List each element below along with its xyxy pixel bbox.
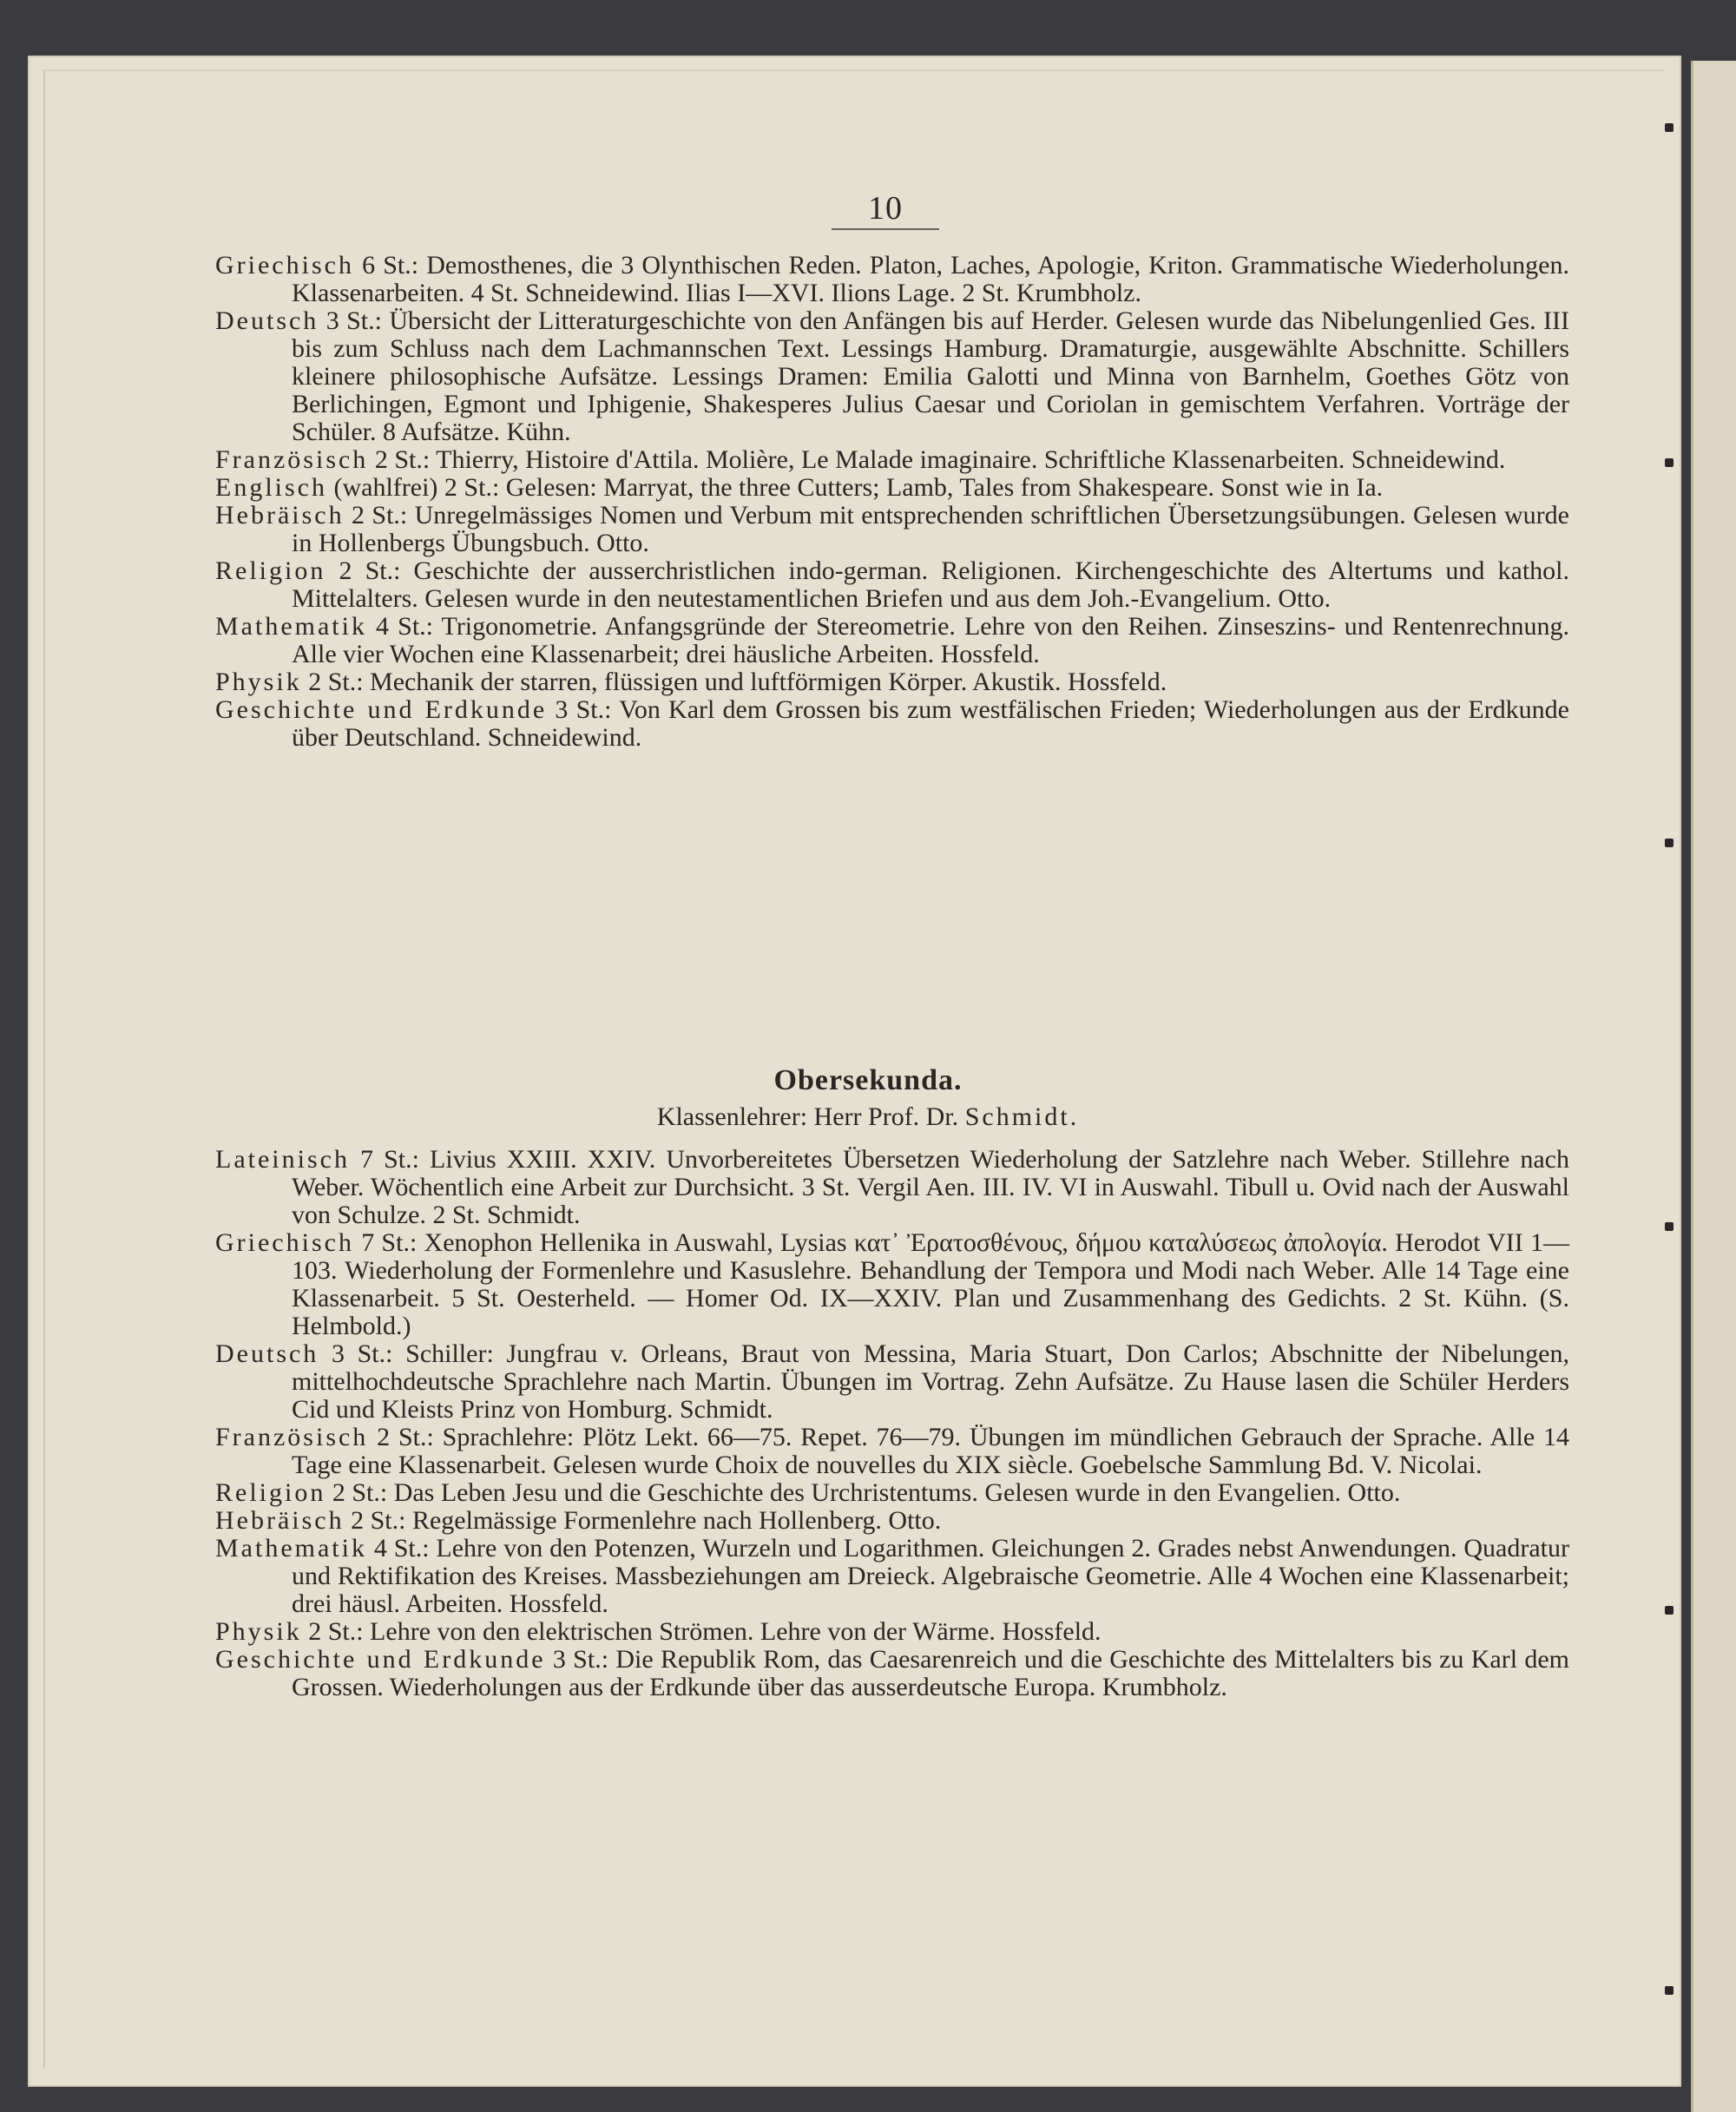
subject-label: Deutsch [215, 1339, 319, 1368]
entry-geschichte-erdkunde [215, 1646, 1569, 1701]
entry-text: 2 St.: Thierry, Histoire d'Attila. Molière, Le Malade imaginaire. Schriftliche Klassenarbeiten. Schneidewind. [368, 445, 1506, 474]
page-number-rule [832, 228, 939, 230]
subject-label: Englisch [215, 473, 327, 502]
entry-deutsch [215, 1340, 1569, 1424]
binding-mark [1665, 1222, 1674, 1231]
entry-hebraeisch [215, 1507, 1569, 1535]
teacher-name: Schmidt. [964, 1102, 1080, 1131]
teacher-prefix: Klassenlehrer: Herr Prof. Dr. [656, 1102, 965, 1131]
entry-text: 3 St.: Übersicht der Litteraturgeschichte von den Anfängen bis auf Herder. Gelesen wurde das Nibelungenlied Ges. III bis zum Schluss nach dem Lachmannschen Text. Lessings Hamburg. Dramaturgie, ausgewählte Abschnitte. Schillers kleinere philosophische Aufsätze. Lessings Dramen: Emilia Galotti und Minna von Barnhelm, Goethes Götz von Berlichingen, Egmont und Iphigenie, Shakesperes Julius Caesar und Coriolan in gemischtem Verfahren. Vorträge der Schüler. 8 Aufsätze. Kühn. [292, 306, 1569, 446]
entry-text: 4 St.: Trigonometrie. Anfangsgründe der Stereometrie. Lehre von den Reihen. Zinseszins- und Rentenrechnung. Alle vier Wochen eine Klassenarbeit; drei häusliche Arbeiten. Hossfeld. [292, 612, 1569, 668]
entry-text: 2 St.: Sprachlehre: Plötz Lekt. 66—75. Repet. 76—79. Übungen im mündlichen Gebrauch der Sprache. Alle 14 Tage eine Klassenarbeit. Gelesen wurde Choix de nouvelles du XIX siècle. Goebelsche Sammlung Bd. V. Nicolai. [292, 1423, 1569, 1479]
subject-label: Mathematik [215, 1534, 367, 1563]
entry-religion [215, 557, 1569, 613]
entry-text: 3 St.: Von Karl dem Grossen bis zum westfälischen Frieden; Wiederholungen aus der Erdkunde über Deutschland. Schneidewind. [292, 695, 1570, 752]
section-obersekunda-curriculum [215, 1146, 1569, 1701]
entry-lateinisch [215, 1146, 1569, 1229]
entry-franzoesisch [215, 1424, 1569, 1479]
entry-physik [215, 1618, 1569, 1646]
entry-text: (wahlfrei) 2 St.: Gelesen: Marryat, the three Cutters; Lamb, Tales from Shakespeare. Sonst wie in Ia. [327, 473, 1384, 502]
entry-text: 2 St.: Regelmässige Formenlehre nach Hollenberg. Otto. [344, 1506, 942, 1535]
subject-label: Geschichte und Erdkunde [215, 1645, 546, 1674]
section-prima-curriculum [215, 252, 1569, 752]
subject-label: Geschichte und Erdkunde [215, 695, 548, 724]
binding-mark [1665, 839, 1674, 847]
entry-text: 7 St.: Xenophon Hellenika in Auswahl, Lysias κατ᾽ Ἐρατοσθένους, δήμου καταλύσεως ἀπολογία. Herodot VII 1—103. Wiederholung der Formenlehre und Kasuslehre. Behandlung der Tempora und Modi nach Weber. Alle 14 Tage eine Klassenarbeit. 5 St. Oesterheld. — Homer Od. IX—XXIV. Plan und Zusammenhang des Gedichts. 2 St. Kühn. (S. Helmbold.) [292, 1228, 1569, 1340]
entry-hebraeisch [215, 502, 1569, 557]
section-heading: Obersekunda. [773, 1064, 963, 1096]
entry-mathematik [215, 1535, 1569, 1618]
subject-label: Griechisch [215, 1228, 354, 1257]
entry-englisch [215, 474, 1569, 502]
entry-griechisch [215, 252, 1569, 307]
entry-text: 2 St.: Das Leben Jesu und die Geschichte des Urchristentums. Gelesen wurde in den Evangelien. Otto. [326, 1478, 1401, 1507]
subject-label: Deutsch [215, 306, 319, 335]
entry-text: 7 St.: Livius XXIII. XXIV. Unvorbereitetes Übersetzen Wiederholung der Satzlehre nach Weber. Stillehre nach Weber. Wöchentlich eine Arbeit zur Durchsicht. 3 St. Vergil Aen. III. IV. VI in Auswahl. Tibull u. Ovid nach der Auswahl von Schulze. 2 St. Schmidt. [292, 1145, 1569, 1229]
entry-text: 3 St.: Die Republik Rom, das Caesarenreich und die Geschichte des Mittelalters bis zu Karl dem Grossen. Wiederholungen aus der Erdkunde über das ausserdeutsche Europa. Krumbholz. [292, 1645, 1569, 1701]
binding-mark [1665, 1986, 1674, 1995]
entry-text: 2 St.: Geschichte der ausserchristlichen indo-german. Religionen. Kirchengeschichte des Altertums und kathol. Mittelalters. Gelesen wurde in den neutestamentlichen Briefen und aus dem Joh.-Evangelium. Otto. [292, 556, 1569, 613]
binding-mark [1665, 123, 1674, 132]
subject-label: Religion [215, 1478, 326, 1507]
entry-franzoesisch [215, 446, 1569, 474]
entry-religion [215, 1479, 1569, 1507]
entry-text: 2 St.: Unregelmässiges Nomen und Verbum mit entsprechenden schriftlichen Übersetzungsübungen. Gelesen wurde in Hollenbergs Übungsbuch. Otto. [292, 501, 1569, 557]
page-number: 10 [868, 190, 903, 227]
class-teacher-line [0, 1102, 1736, 1132]
subject-label: Lateinisch [215, 1145, 350, 1174]
entry-text: 2 St.: Mechanik der starren, flüssigen und luftförmigen Körper. Akustik. Hossfeld. [301, 668, 1167, 696]
subject-label: Hebräisch [215, 501, 345, 530]
subject-label: Französisch [215, 445, 369, 474]
entry-mathematik [215, 613, 1569, 668]
subject-label: Hebräisch [215, 1506, 345, 1535]
entry-text: 4 St.: Lehre von den Potenzen, Wurzeln und Logarithmen. Gleichungen 2. Grades nebst Anwendungen. Quadratur und Rektifikation des Kreises. Massbeziehungen am Dreieck. Algebraische Geometrie. Alle 4 Wochen eine Klassenarbeit; drei häusl. Arbeiten. Hossfeld. [292, 1534, 1569, 1618]
entry-griechisch [215, 1229, 1569, 1340]
subject-label: Französisch [215, 1423, 369, 1451]
entry-physik [215, 668, 1569, 696]
entry-geschichte-erdkunde [215, 696, 1569, 752]
binding-mark [1665, 458, 1674, 467]
subject-label: Griechisch [215, 251, 354, 280]
subject-label: Physik [215, 668, 302, 696]
entry-text: 6 St.: Demosthenes, die 3 Olynthischen Reden. Platon, Laches, Apologie, Kriton. Grammatische Wiederholungen. Klassenarbeiten. 4 St. Schneidewind. Ilias I—XVI. Ilions Lage. 2 St. Krumbholz. [292, 251, 1569, 307]
entry-deutsch [215, 307, 1569, 446]
binding-mark [1665, 1606, 1674, 1615]
subject-label: Physik [215, 1617, 302, 1646]
entry-text: 3 St.: Schiller: Jungfrau v. Orleans, Braut von Messina, Maria Stuart, Don Carlos; Abschnitte der Nibelungen, mittelhochdeutsche Sprachlehre nach Martin. Übungen im Vortrag. Zehn Aufsätze. Zu Hause lasen die Schüler Herders Cid und Kleists Prinz von Homburg. Schmidt. [292, 1339, 1569, 1424]
subject-label: Mathematik [215, 612, 367, 641]
subject-label: Religion [215, 556, 326, 585]
entry-text: 2 St.: Lehre von den elektrischen Strömen. Lehre von der Wärme. Hossfeld. [301, 1617, 1101, 1646]
